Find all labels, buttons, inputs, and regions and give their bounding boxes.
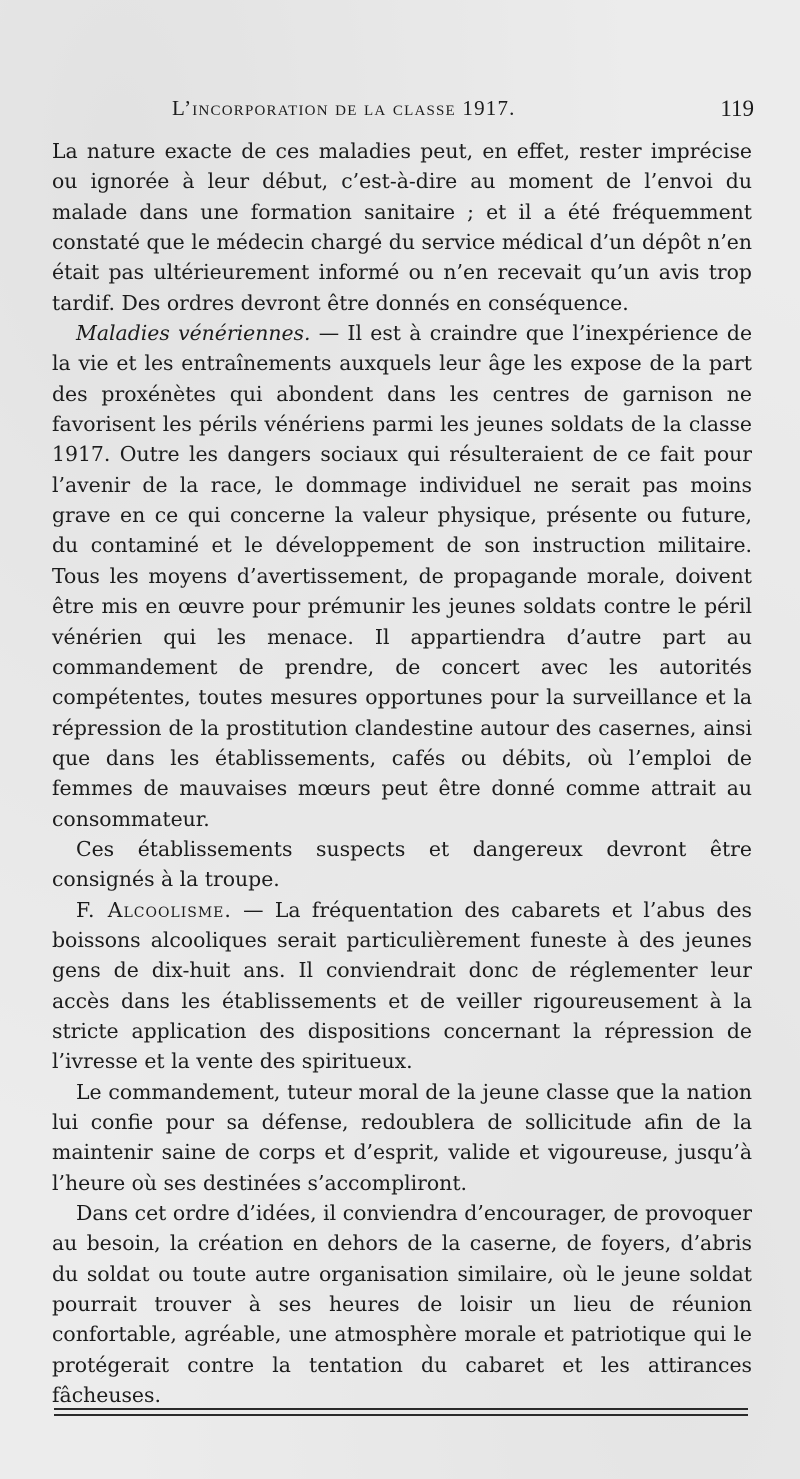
running-head [52,96,754,132]
paragraph-text: Dans cet ordre d’idées, il conviendra d’encourager, de provoquer au besoin, la création en dehors de la caserne, de foyers, d’abris du soldat ou toute autre organisation similaire, où le jeune soldat pourrait trouver à ses heures de loisir un lieu de réunion confortable, agréable, une atmosphère morale et patriotique qui le protégerait contre la tentation du cabaret et les attirances fâcheuses. [52,1201,752,1408]
paragraph-etablissements-suspects [52,834,752,895]
paragraph-maladies-nature [52,136,752,318]
paragraph-alcoolisme [52,895,752,1077]
paragraph-commandement [52,1077,752,1198]
running-title: L’incorporation de la classe 1917. [172,96,516,120]
section-heading-alcoolisme: F. Alcoolisme. [76,897,232,922]
section-heading-maladies-veneriennes: Maladies vénériennes. [76,321,311,346]
rule-line [54,1414,748,1416]
paragraph-text: Ces établissements suspects et dangereux devront être consignés à la troupe. [52,836,752,892]
double-rule-divider [54,1408,748,1418]
page-number: 119 [720,96,754,121]
paragraph-text: — La fréquentation des cabarets et l’abus des boissons alcooliques serait particulièrement funeste à des jeunes gens de dix-huit ans. Il conviendrait donc de réglementer leur accès dans les établissements et de veiller rigoureusement à la stricte application des dispositions concernant la répression de l’ivresse et la vente des spiritueux. [52,897,752,1074]
paragraph-foyers [52,1198,752,1410]
paragraph-text: La nature exacte de ces maladies peut, en effet, rester imprécise ou ignorée à leur début, c’est-à-dire au moment de l’envoi du malade dans une formation sanitaire ; et il a été fréquemment constaté que le médecin chargé du service médical d’un dépôt n’en était pas ultérieurement informé ou n’en recevait qu’un avis trop tardif. Des ordres devront être donnés en conséquence. [52,139,752,315]
body-text [52,136,752,1410]
paragraph-text: — Il est à craindre que l’inexpérience de la vie et les entraînements auxquels leur âge les expose de la part des proxénètes qui abondent dans les centres de garnison ne favorisent les périls vénériens parmi les jeunes soldats de la classe 1917. Outre les dangers sociaux qui résulteraient de ce fait pour l’avenir de la race, le dommage individuel ne serait pas moins grave en ce qui concerne la valeur physique, présente ou future, du contaminé et le développement de son instruction militaire. Tous les moyens d’avertissement, de propagande morale, doivent être mis en œuvre pour prémunir les jeunes soldats contre le péril vénérien qui les menace. Il appartiendra d’autre part au commandement de prendre, de concert avec les autorités compétentes, toutes mesures opportunes pour la surveillance et la répression de la prostitution clandestine autour des casernes, ainsi que dans les établissements, cafés ou débits, où l’emploi de femmes de mauvaises mœurs peut être donné comme attrait au consommateur. [52,321,753,831]
rule-line [54,1408,748,1410]
paragraph-maladies-veneriennes [52,318,752,834]
paragraph-text: Le commandement, tuteur moral de la jeune classe que la nation lui confie pour sa défense, redoublera de sollicitude afin de la maintenir saine de corps et d’esprit, valide et vigoureuse, jusqu’à l’heure où ses destinées s’accompliront. [52,1079,752,1195]
